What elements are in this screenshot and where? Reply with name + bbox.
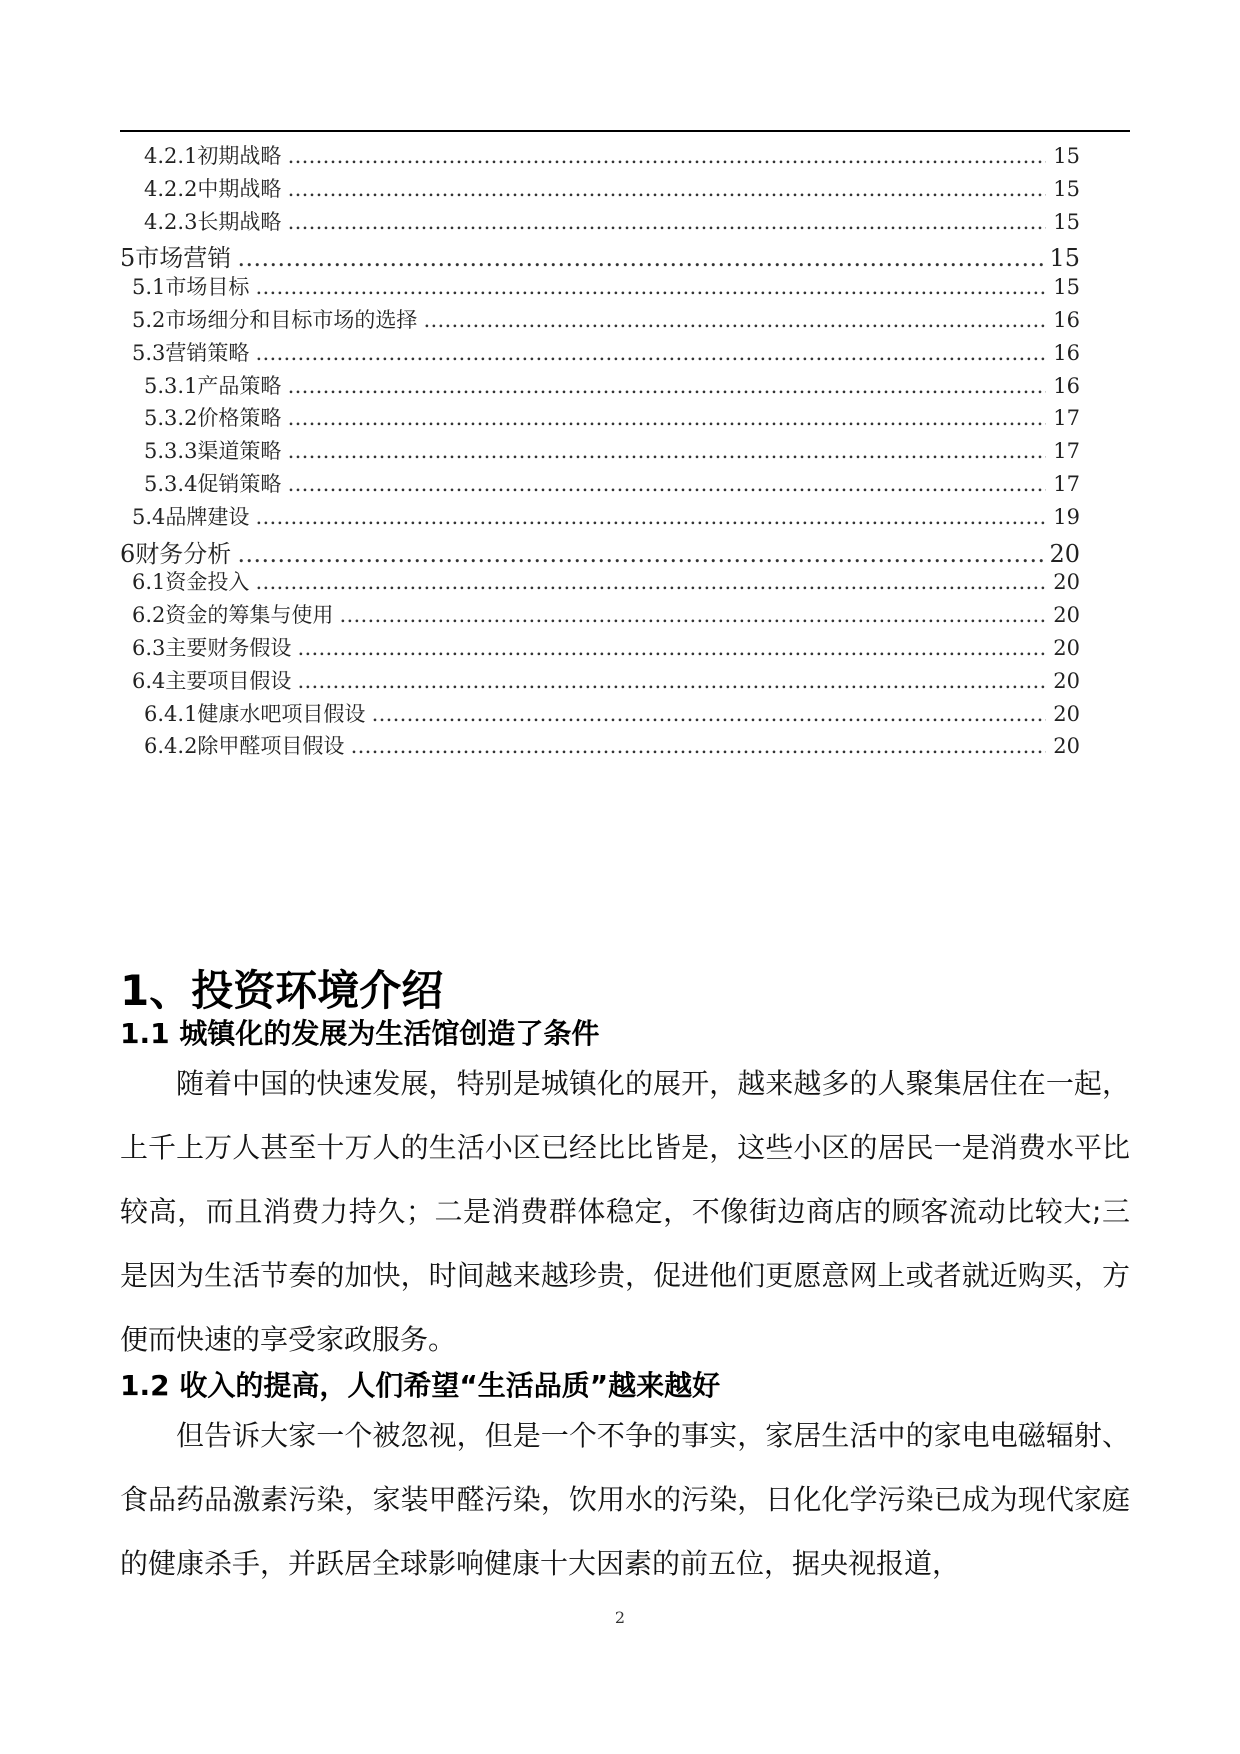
toc-entry-title: 5.4品牌建设 <box>132 504 250 529</box>
toc-entry[interactable] <box>120 337 1080 370</box>
toc-entry-page: 15 <box>1053 209 1080 234</box>
subsection-title-1-2: 1.2 收入的提高，人们希望“生活品质”越来越好 <box>120 1369 721 1402</box>
toc-leader-dots <box>237 540 1046 568</box>
toc-entry-title: 6.4.2除甲醛项目假设 <box>144 734 345 759</box>
toc-entry-page: 15 <box>1053 275 1080 300</box>
section-title: 1、投资环境介绍 <box>120 966 444 1015</box>
toc-entry[interactable] <box>120 271 1080 304</box>
toc-leader-dots <box>255 505 1046 529</box>
toc-leader-dots <box>423 308 1046 332</box>
toc-entry-title: 5市场营销 <box>120 244 232 273</box>
toc-entry[interactable] <box>120 238 1080 271</box>
toc-leader-dots <box>287 210 1046 234</box>
toc-entry-title: 4.2.2中期战略 <box>144 176 282 201</box>
toc-entry-page: 20 <box>1049 539 1080 568</box>
toc-leader-dots <box>237 244 1046 272</box>
toc-leader-dots <box>339 603 1046 627</box>
toc-leader-dots <box>255 341 1046 365</box>
toc-entry-page: 15 <box>1049 244 1080 273</box>
toc-entry[interactable] <box>120 370 1080 403</box>
toc-entry-page: 20 <box>1053 603 1080 628</box>
toc-entry-title: 5.3.1产品策略 <box>144 373 282 398</box>
toc-entry[interactable] <box>120 173 1080 206</box>
toc-entry[interactable] <box>120 698 1080 731</box>
toc-entry-page: 17 <box>1053 439 1080 464</box>
header-rule <box>120 130 1130 132</box>
toc-entry-title: 6.3主要财务假设 <box>132 635 292 660</box>
toc-entry-page: 16 <box>1053 340 1080 365</box>
toc-leader-dots <box>371 702 1046 726</box>
toc-entry-page: 17 <box>1053 406 1080 431</box>
toc-entry[interactable] <box>120 468 1080 501</box>
toc-entry-title: 5.3.3渠道策略 <box>144 439 282 464</box>
paragraph-1-1: 随着中国的快速发展，特别是城镇化的展开，越来越多的人聚集居住在一起，上千上万人甚至十万人的生活小区已经比比皆是，这些小区的居民一是消费水平比较高，而且消费力持久；二是消费群体稳定，不像街边商店的顾客流动比较大;三是因为生活节奏的加快，时间越来越珍贵，促进他们更愿意网上或者就近购买，方便而快速的享受家政服务。 <box>120 1067 1130 1356</box>
toc-entry-page: 17 <box>1053 471 1080 496</box>
toc-leader-dots <box>297 636 1046 660</box>
toc-entry-title: 5.2市场细分和目标市场的选择 <box>132 307 418 332</box>
toc-entry-title: 5.3.4促销策略 <box>144 471 282 496</box>
toc-entry[interactable] <box>120 304 1080 337</box>
toc-entry[interactable] <box>120 501 1080 534</box>
toc-leader-dots <box>287 406 1046 430</box>
toc-leader-dots <box>287 144 1046 168</box>
toc-entry[interactable] <box>120 402 1080 435</box>
toc-entry[interactable] <box>120 534 1080 567</box>
toc-entry-title: 6.2资金的筹集与使用 <box>132 603 334 628</box>
toc-entry[interactable] <box>120 435 1080 468</box>
toc-leader-dots <box>297 669 1046 693</box>
toc-leader-dots <box>287 177 1046 201</box>
toc-entry-page: 20 <box>1053 734 1080 759</box>
toc-leader-dots <box>287 472 1046 496</box>
toc-entry[interactable] <box>120 206 1080 239</box>
toc-entry[interactable] <box>120 566 1080 599</box>
toc-entry[interactable] <box>120 140 1080 173</box>
table-of-contents <box>120 140 1080 763</box>
toc-entry-title: 5.3.2价格策略 <box>144 406 282 431</box>
toc-entry[interactable] <box>120 665 1080 698</box>
toc-entry-title: 4.2.1初期战略 <box>144 144 282 168</box>
toc-leader-dots <box>255 275 1046 299</box>
subsection-title-1-1: 1.1 城镇化的发展为生活馆创造了条件 <box>120 1017 600 1050</box>
toc-entry-title: 6.4.1健康水吧项目假设 <box>144 701 366 726</box>
toc-entry-page: 15 <box>1053 144 1080 168</box>
toc-entry-page: 20 <box>1053 635 1080 660</box>
toc-leader-dots <box>255 570 1046 594</box>
toc-entry-title: 5.3营销策略 <box>132 340 250 365</box>
toc-entry-page: 16 <box>1053 373 1080 398</box>
toc-entry[interactable] <box>120 730 1080 763</box>
toc-entry-page: 20 <box>1053 570 1080 595</box>
paragraph-1-2: 但告诉大家一个被忽视，但是一个不争的事实，家居生活中的家电电磁辐射、食品药品激素污染，家装甲醛污染，饮用水的污染，日化化学污染已成为现代家庭的健康杀手，并跃居全球影响健康十大因素的前五位，据央视报道， <box>120 1419 1130 1580</box>
toc-entry-title: 4.2.3长期战略 <box>144 209 282 234</box>
toc-entry-title: 6.4主要项目假设 <box>132 668 292 693</box>
toc-leader-dots <box>287 374 1046 398</box>
toc-leader-dots <box>287 439 1046 463</box>
toc-entry-title: 6.1资金投入 <box>132 570 250 595</box>
toc-entry-title: 6财务分析 <box>120 539 232 568</box>
toc-leader-dots <box>350 734 1046 758</box>
toc-entry-page: 15 <box>1053 176 1080 201</box>
toc-entry-page: 20 <box>1053 668 1080 693</box>
toc-entry[interactable] <box>120 599 1080 632</box>
toc-entry-title: 5.1市场目标 <box>132 275 250 300</box>
toc-entry-page: 19 <box>1053 504 1080 529</box>
toc-entry-page: 20 <box>1053 701 1080 726</box>
toc-entry-page: 16 <box>1053 307 1080 332</box>
toc-entry[interactable] <box>120 632 1080 665</box>
page-number: 2 <box>614 1608 626 1627</box>
